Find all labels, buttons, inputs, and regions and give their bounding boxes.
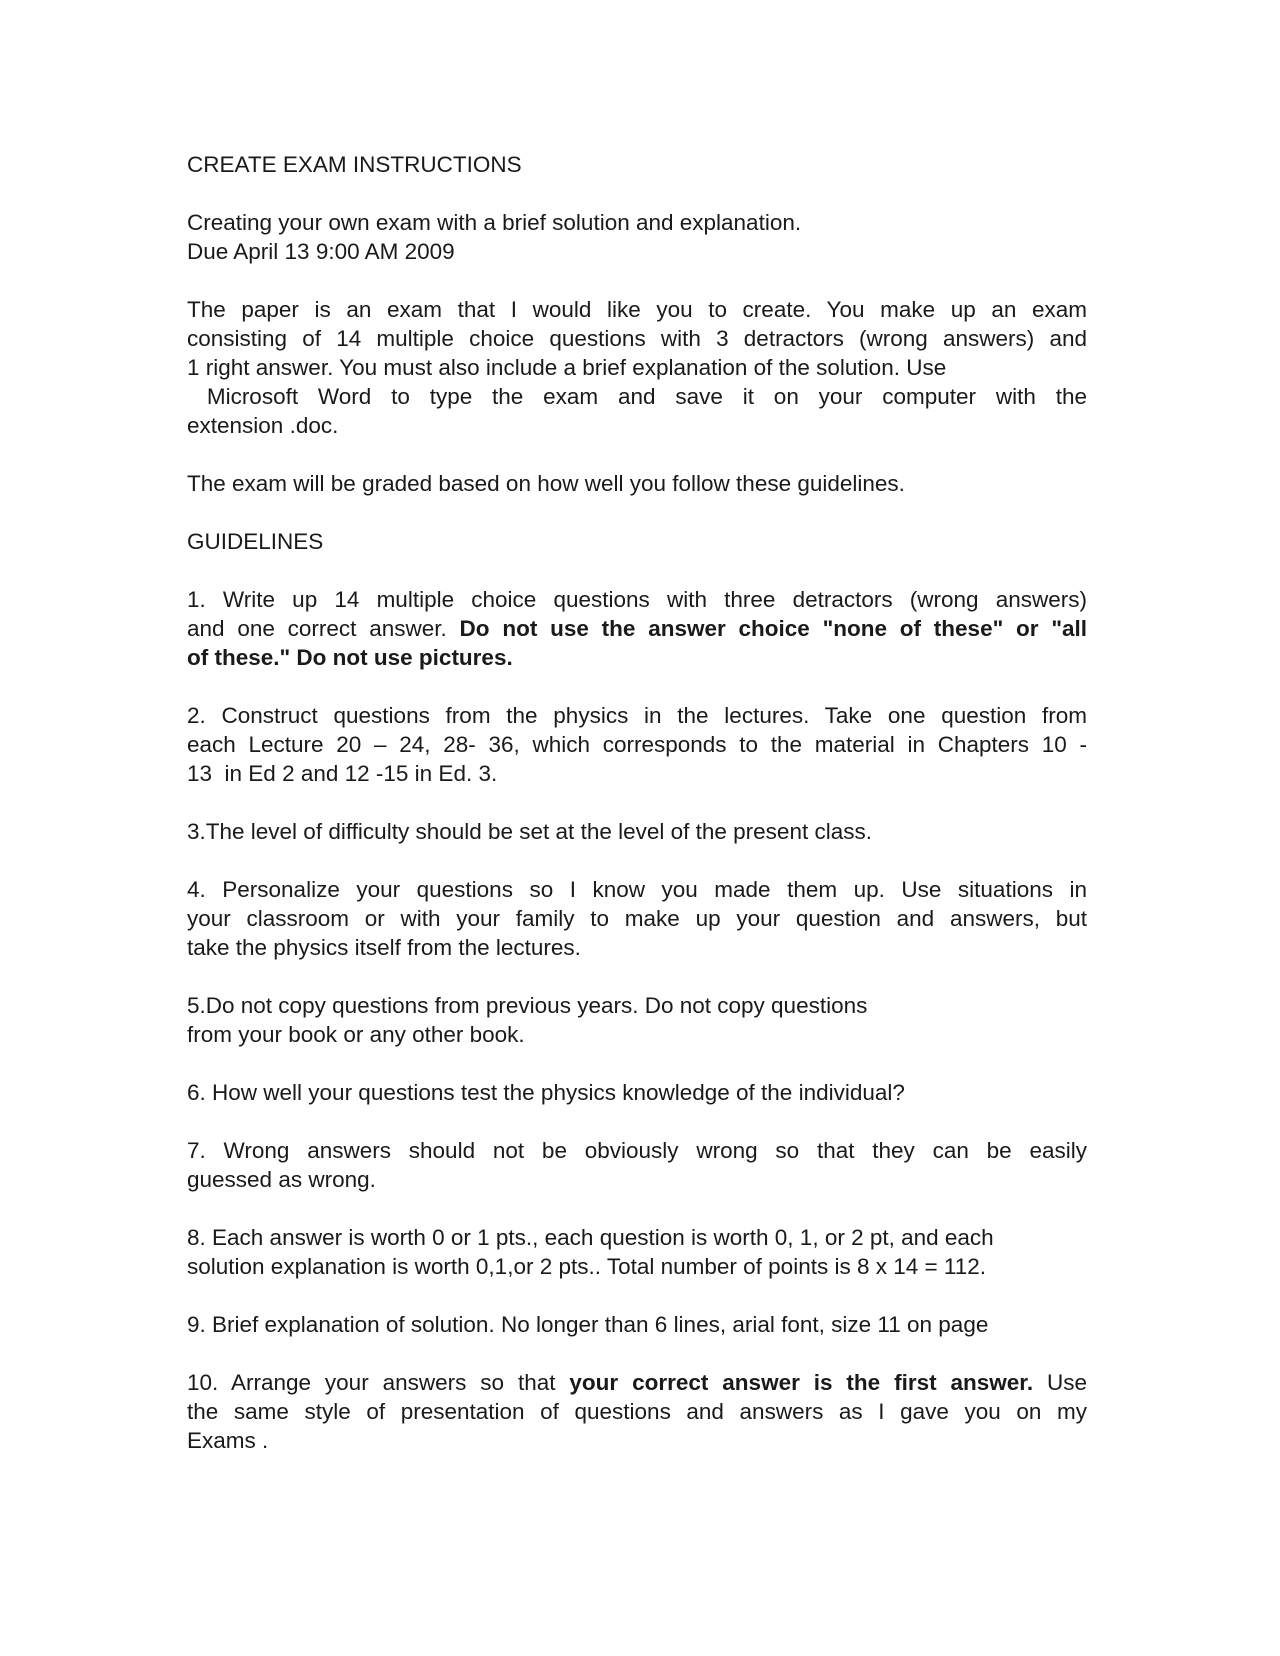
document-page [187,150,1087,1484]
paragraph-1 [187,295,1087,440]
guideline-2-line-3: 13 in Ed 2 and 12 -15 in Ed. 3. [187,761,498,786]
guideline-3 [187,817,1087,846]
guidelines-heading-block [187,527,1087,556]
guideline-1 [187,585,1087,672]
guideline-1-line-2 [187,614,1087,643]
guideline-9-text: 9. Brief explanation of solution. No longer than 6 lines, arial font, size 11 on page [187,1312,989,1337]
guideline-4-line-2: your classroom or with your family to make up your question and answers, but [187,906,1087,931]
guideline-5-line-1: 5.Do not copy questions from previous years. Do not copy questions [187,993,868,1018]
guideline-5-line-2: from your book or any other book. [187,1022,525,1047]
guideline-10-line-1 [187,1368,1087,1397]
guideline-2-line-2: each Lecture 20 – 24, 28- 36, which corresponds to the material in Chapters 10 - [187,732,1087,757]
guideline-6-text: 6. How well your questions test the physics knowledge of the individual? [187,1080,905,1105]
paragraph-1-line-5: extension .doc. [187,413,339,438]
guideline-7-line-1: 7. Wrong answers should not be obviously wrong so that they can be easily [187,1138,1087,1163]
guideline-10-line-1-plain-a: 10. Arrange your answers so that [187,1370,570,1395]
paragraph-1-line-2: consisting of 14 multiple choice questions with 3 detractors (wrong answers) and [187,326,1087,351]
guideline-8 [187,1223,1087,1281]
paragraph-1-line-4: Microsoft Word to type the exam and save it on your computer with the [187,384,1087,409]
guideline-8-line-1: 8. Each answer is worth 0 or 1 pts., each question is worth 0, 1, or 2 pt, and each [187,1225,994,1250]
guideline-1-line-3 [187,643,1087,672]
guideline-10-line-1-bold: your correct answer is the first answer. [569,1370,1034,1395]
guideline-9 [187,1310,1087,1339]
guideline-7-line-2: guessed as wrong. [187,1167,376,1192]
guideline-1-line-1: 1. Write up 14 multiple choice questions with three detractors (wrong answers) [187,587,1087,612]
guideline-4-line-3: take the physics itself from the lectures. [187,935,581,960]
paragraph-2-text: The exam will be graded based on how well you follow these guidelines. [187,471,905,496]
guideline-4-line-1: 4. Personalize your questions so I know you made them up. Use situations in [187,877,1087,902]
guideline-1-line-2-bold: Do not use the answer choice "none of these" or "all [459,616,1088,641]
guideline-6 [187,1078,1087,1107]
guideline-7 [187,1136,1087,1194]
intro-block [187,208,1087,266]
paragraph-2 [187,469,1087,498]
guideline-1-line-2-plain: and one correct answer. [187,616,460,641]
guideline-10-line-3: Exams . [187,1428,269,1453]
guideline-4 [187,875,1087,962]
guideline-2-line-1: 2. Construct questions from the physics in the lectures. Take one question from [187,703,1087,728]
paragraph-1-line-1: The paper is an exam that I would like you to create. You make up an exam [187,297,1087,322]
guideline-1-line-3-bold: of these." Do not use pictures. [187,645,513,670]
guidelines-heading: GUIDELINES [187,529,324,554]
paragraph-1-line-3: 1 right answer. You must also include a brief explanation of the solution. Use [187,355,947,380]
guideline-3-text: 3.The level of difficulty should be set at the level of the present class. [187,819,872,844]
intro-line-1: Creating your own exam with a brief solution and explanation. [187,210,802,235]
due-date: Due April 13 9:00 AM 2009 [187,239,455,264]
guideline-10 [187,1368,1087,1455]
guideline-2 [187,701,1087,788]
guideline-10-line-2: the same style of presentation of questions and answers as I gave you on my [187,1399,1087,1424]
guideline-5 [187,991,1087,1049]
document-title-block [187,150,1087,179]
guideline-10-line-1-plain-b: Use [1033,1370,1088,1395]
guideline-8-line-2: solution explanation is worth 0,1,or 2 pts.. Total number of points is 8 x 14 = 112. [187,1254,987,1279]
document-title: CREATE EXAM INSTRUCTIONS [187,152,522,177]
